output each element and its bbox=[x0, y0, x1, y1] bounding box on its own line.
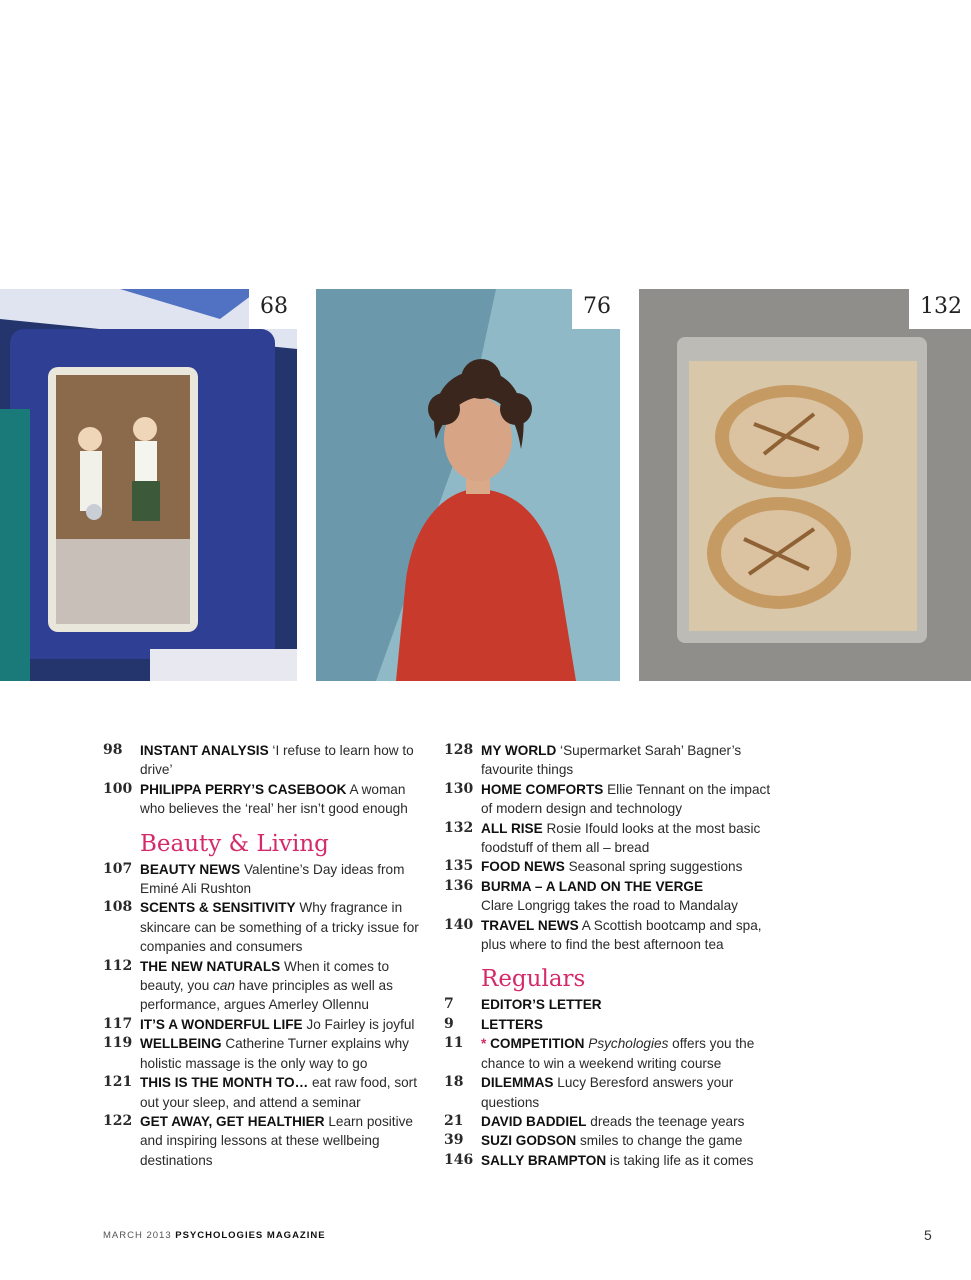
contents-entry[interactable] bbox=[444, 1015, 774, 1034]
entry-page-number: 98 bbox=[103, 742, 123, 758]
page-tag-76: 76 bbox=[572, 289, 620, 329]
entry-description: Why fragrance in skincare can be something of a tricky issue for companies and consumers bbox=[140, 900, 419, 955]
section-heading-beauty-living: Beauty & Living bbox=[140, 830, 329, 857]
entry-title: ALL RISE bbox=[481, 820, 543, 836]
entry-page-number: 108 bbox=[103, 899, 133, 916]
contents-entry[interactable] bbox=[444, 995, 774, 1014]
entry-page-number: 128 bbox=[444, 742, 474, 758]
photo-portrait bbox=[316, 289, 620, 681]
contents-entry[interactable] bbox=[444, 780, 774, 819]
entry-description: dreads the teenage years bbox=[586, 1113, 745, 1129]
contents-entry[interactable] bbox=[103, 1015, 433, 1034]
entry-description: smiles to change the game bbox=[576, 1133, 743, 1149]
entry-page-number: 130 bbox=[444, 780, 474, 797]
contents-entry[interactable] bbox=[103, 1073, 433, 1112]
entry-title: GET AWAY, GET HEALTHIER bbox=[140, 1113, 325, 1129]
entry-title: HOME COMFORTS bbox=[481, 781, 604, 797]
entry-page-number: 121 bbox=[103, 1074, 133, 1091]
entry-title: DAVID BADDIEL bbox=[481, 1113, 587, 1129]
entry-description: eat raw food, sort out your sleep, and attend a seminar bbox=[140, 1075, 417, 1110]
contents-left-column bbox=[103, 741, 433, 1170]
entry-title: IT’S A WONDERFUL LIFE bbox=[140, 1016, 303, 1032]
entry-page-number: 146 bbox=[444, 1151, 474, 1168]
contents-right-column bbox=[444, 741, 774, 1170]
entry-title: THE NEW NATURALS bbox=[140, 958, 281, 974]
entry-page-number: 18 bbox=[444, 1074, 464, 1091]
entry-description: offers you the chance to win a weekend writing course bbox=[481, 1036, 755, 1071]
entry-title: COMPETITION bbox=[490, 1036, 585, 1052]
footer-folio bbox=[103, 1230, 326, 1241]
contents-entry[interactable] bbox=[103, 780, 433, 819]
page-tag-132: 132 bbox=[909, 289, 971, 329]
footer-date: MARCH 2013 bbox=[103, 1230, 172, 1241]
entry-title: TRAVEL NEWS bbox=[481, 917, 579, 933]
entry-page-number: 122 bbox=[103, 1112, 133, 1129]
entry-page-number: 132 bbox=[444, 819, 474, 836]
entry-description: Learn positive and inspiring lessons at these wellbeing destinations bbox=[140, 1113, 413, 1168]
entry-title: PHILIPPA PERRY’S CASEBOOK bbox=[140, 781, 347, 797]
contents-entry[interactable] bbox=[103, 1112, 433, 1170]
entry-title: MY WORLD bbox=[481, 743, 557, 758]
contents-entry[interactable] bbox=[444, 857, 774, 876]
entry-description: Lucy Beresford answers your questions bbox=[481, 1075, 734, 1110]
entry-page-number: 100 bbox=[103, 780, 133, 797]
entry-description: A Scottish bootcamp and spa, plus where to find the best afternoon tea bbox=[481, 917, 762, 953]
star-icon: * bbox=[481, 1036, 487, 1052]
entry-description: Ellie Tennant on the impact of modern design and technology bbox=[481, 781, 771, 817]
entry-title: SALLY BRAMPTON bbox=[481, 1152, 607, 1168]
entry-title: SCENTS & SENSITIVITY bbox=[140, 900, 296, 916]
entry-page-number: 107 bbox=[103, 860, 133, 877]
entry-description: Rosie Ifould looks at the most basic foodstuff of them all – bread bbox=[481, 820, 761, 856]
entry-title: LETTERS bbox=[481, 1016, 543, 1032]
entry-title: BEAUTY NEWS bbox=[140, 861, 241, 877]
entry-page-number: 140 bbox=[444, 916, 474, 933]
entry-title: INSTANT ANALYSIS bbox=[140, 743, 269, 758]
portrait-photo-icon bbox=[316, 289, 620, 681]
entry-page-number: 9 bbox=[444, 1015, 454, 1032]
entry-title: EDITOR’S LETTER bbox=[481, 997, 602, 1013]
contents-entry[interactable] bbox=[444, 1073, 774, 1112]
wallet-photo-icon bbox=[0, 289, 297, 681]
entry-description: A woman who believes the ‘real’ her isn’t good enough bbox=[140, 781, 408, 817]
entry-title: WELLBEING bbox=[140, 1036, 222, 1052]
entry-page-number: 7 bbox=[444, 996, 454, 1013]
entry-page-number: 39 bbox=[444, 1132, 464, 1149]
entry-title: DILEMMAS bbox=[481, 1075, 554, 1091]
contents-entry[interactable] bbox=[103, 898, 433, 956]
entry-title: FOOD NEWS bbox=[481, 859, 565, 875]
photo-bread bbox=[639, 289, 971, 681]
entry-title: THIS IS THE MONTH TO… bbox=[140, 1075, 309, 1091]
contents-entry[interactable] bbox=[444, 1034, 774, 1073]
entry-page-number: 135 bbox=[444, 858, 474, 875]
entry-page-number: 21 bbox=[444, 1112, 464, 1129]
entry-description-italic: can bbox=[213, 978, 235, 994]
footer-magazine: PSYCHOLOGIES MAGAZINE bbox=[175, 1230, 326, 1241]
page-tag-68: 68 bbox=[249, 289, 297, 329]
entry-description: Seasonal spring suggestions bbox=[564, 859, 743, 875]
section-heading-regulars: Regulars bbox=[481, 966, 586, 993]
page-number: 5 bbox=[924, 1227, 932, 1243]
entry-description: Jo Fairley is joyful bbox=[302, 1016, 415, 1032]
bread-photo-icon bbox=[639, 289, 971, 681]
entry-page-number: 136 bbox=[444, 877, 474, 894]
entry-description: Valentine’s Day ideas from Eminé Ali Rushton bbox=[140, 861, 405, 897]
contents-entry[interactable] bbox=[444, 1131, 774, 1150]
entry-description: is taking life as it comes bbox=[606, 1152, 754, 1168]
contents-entry[interactable] bbox=[103, 1034, 433, 1073]
entry-page-number: 11 bbox=[444, 1035, 464, 1052]
entry-page-number: 119 bbox=[103, 1035, 133, 1052]
contents-entry[interactable] bbox=[444, 916, 774, 955]
entry-description: ‘I refuse to learn how to drive’ bbox=[140, 743, 414, 778]
entry-page-number: 112 bbox=[103, 957, 133, 974]
entry-title: BURMA – A LAND ON THE VERGE bbox=[481, 878, 704, 894]
contents-entry[interactable] bbox=[444, 1151, 774, 1170]
contents-entry[interactable] bbox=[103, 741, 433, 780]
contents-entry[interactable] bbox=[444, 819, 774, 858]
entry-description: Clare Longrigg takes the road to Mandalay bbox=[481, 898, 738, 914]
photo-wallet bbox=[0, 289, 297, 681]
entry-description-italic: Psychologies bbox=[588, 1036, 669, 1052]
contents-entry[interactable] bbox=[103, 860, 433, 899]
entry-title: SUZI GODSON bbox=[481, 1133, 577, 1149]
entry-description: When it comes to beauty, you bbox=[140, 958, 390, 994]
contents-entry[interactable] bbox=[444, 741, 774, 780]
contents-entry[interactable] bbox=[103, 957, 433, 1015]
entry-description: Catherine Turner explains why holistic massage is the only way to go bbox=[140, 1036, 409, 1071]
contents-entry[interactable] bbox=[444, 877, 774, 916]
entry-description: ‘Supermarket Sarah’ Bagner’s favourite things bbox=[481, 743, 742, 778]
entry-page-number: 117 bbox=[103, 1015, 133, 1032]
entry-description: have principles as well as performance, argues Amerley Ollennu bbox=[140, 978, 393, 1013]
contents-entry[interactable] bbox=[444, 1112, 774, 1131]
